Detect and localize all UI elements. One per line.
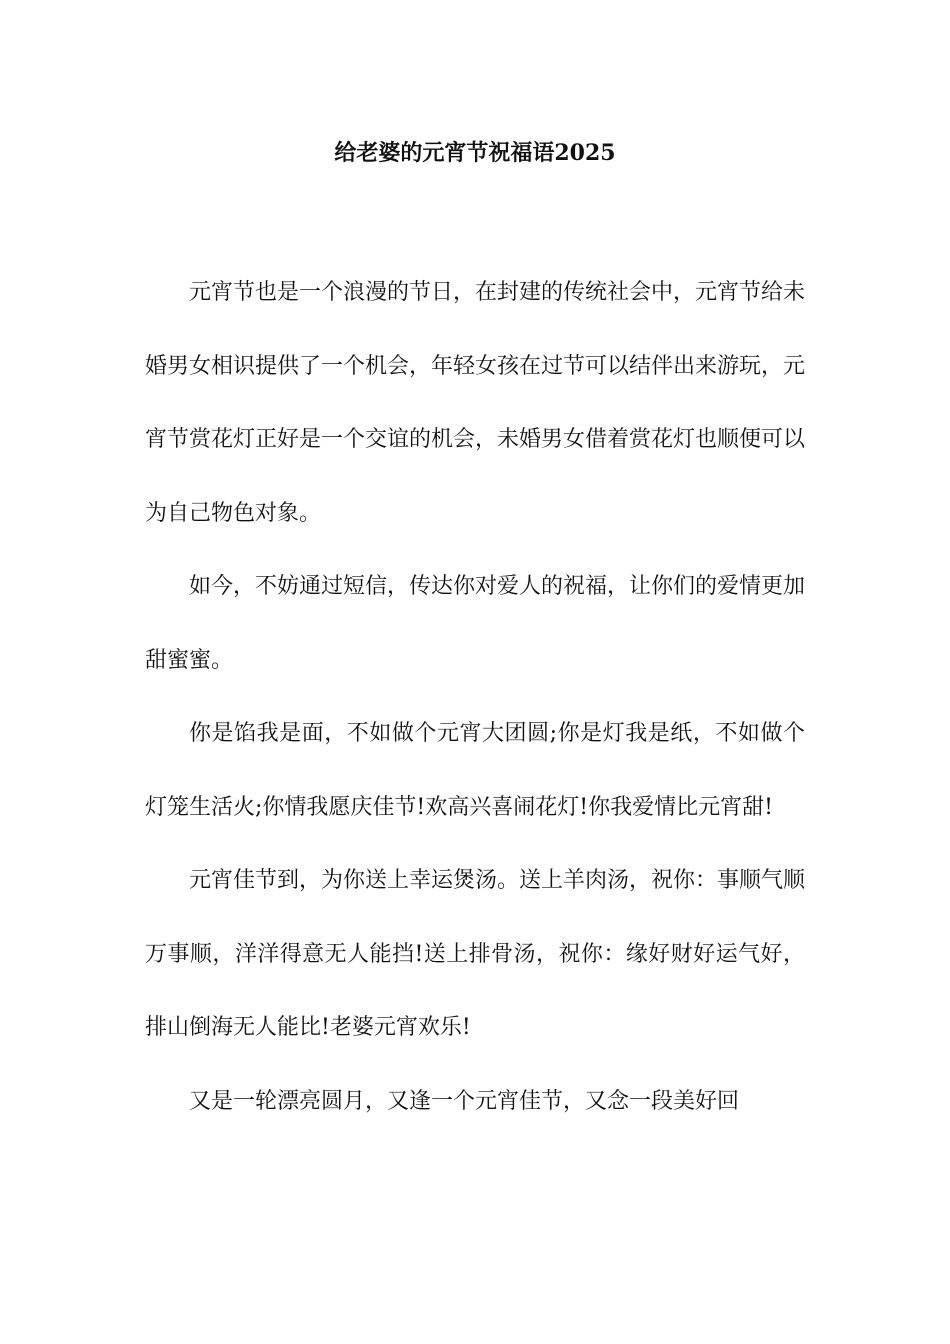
paragraph: 元宵节也是一个浪漫的节日，在封建的传统社会中，元宵节给未婚男女相识提供了一个机会，年轻女孩在过节可以结伴出来游玩，元宵节赏花灯正好是一个交谊的机会，未婚男女借着赏花灯也顺便可以为自己物色对象。 [145,280,806,526]
document-body [145,256,805,1138]
paragraph: 元宵佳节到，为你送上幸运煲汤。送上羊肉汤，祝你：事顺气顺万事顺，洋洋得意无人能挡!送上排骨汤，祝你：缘好财好运气好，排山倒海无人能比!老婆元宵欢乐! [145,868,806,1040]
paragraph: 如今，不妨通过短信，传达你对爱人的祝福，让你们的爱情更加甜蜜蜜。 [145,574,806,673]
paragraph: 你是馅我是面，不如做个元宵大团圆;你是灯我是纸，不如做个灯笼生活火;你情我愿庆佳节!欢高兴喜闹花灯!你我爱情比元宵甜! [145,721,805,820]
paragraph: 又是一轮漂亮圆月，又逢一个元宵佳节，又念一段美好回 [189,1088,740,1114]
document-title: 给老婆的元宵节祝福语2025 [334,140,616,166]
